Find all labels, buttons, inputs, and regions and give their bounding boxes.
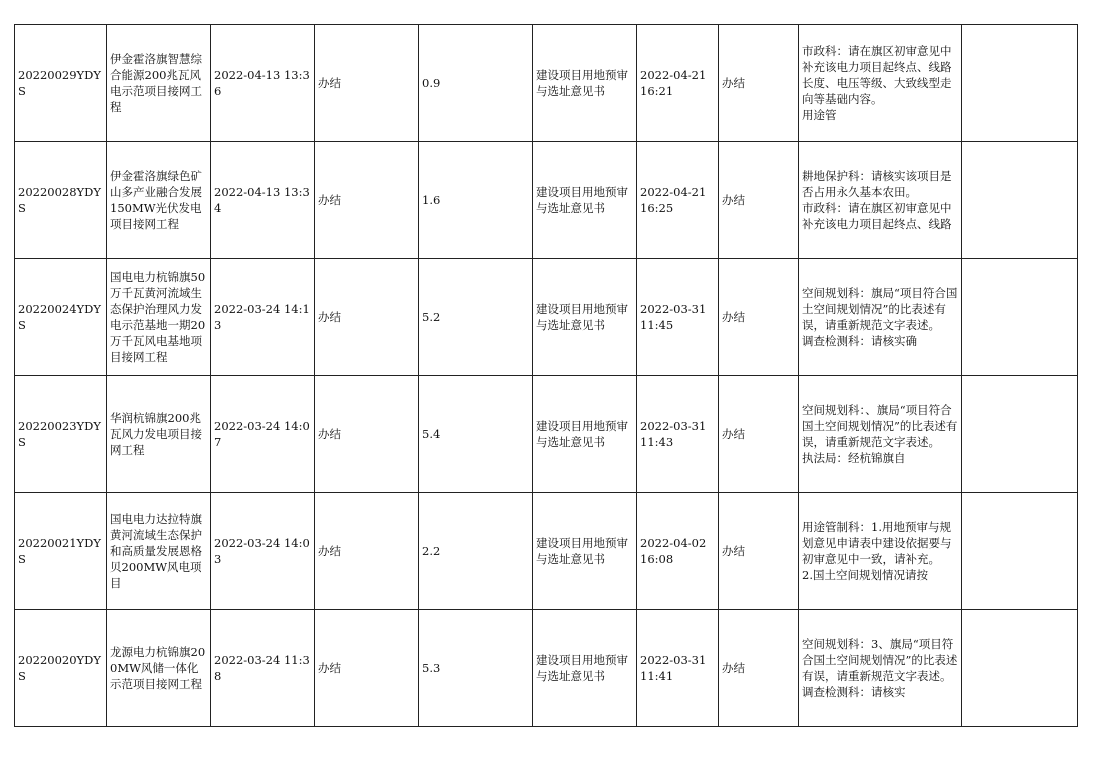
project-name: 伊金霍洛旗绿色矿山多产业融合发展150MW光伏发电项目接网工程: [107, 142, 211, 259]
completed-time: 2022-03-31 11:41: [637, 610, 719, 727]
approval-item: 建设项目用地预审与选址意见书: [533, 376, 637, 493]
table-row: [15, 493, 1078, 610]
completed-time: 2022-03-31 11:43: [637, 376, 719, 493]
result-status: 办结: [719, 493, 799, 610]
submitted-time: 2022-03-24 14:03: [211, 493, 315, 610]
extra-cell: [962, 493, 1078, 610]
submitted-time: 2022-04-13 13:36: [211, 25, 315, 142]
table-row: [15, 376, 1078, 493]
review-remarks: 市政科：请在旗区初审意见中补充该电力项目起终点、线路长度、电压等级、大致线型走向等基础内容。 用途管: [799, 25, 962, 142]
application-id: 20220020YDYS: [15, 610, 107, 727]
approval-item: 建设项目用地预审与选址意见书: [533, 142, 637, 259]
submitted-time: 2022-03-24 14:13: [211, 259, 315, 376]
land-area: 0.9: [419, 25, 533, 142]
extra-cell: [962, 610, 1078, 727]
review-remarks: 耕地保护科：请核实该项目是否占用永久基本农田。 市政科：请在旗区初审意见中补充该电力项目起终点、线路: [799, 142, 962, 259]
land-area: 2.2: [419, 493, 533, 610]
process-status: 办结: [315, 142, 419, 259]
approval-item: 建设项目用地预审与选址意见书: [533, 25, 637, 142]
land-area: 5.3: [419, 610, 533, 727]
application-id: 20220024YDYS: [15, 259, 107, 376]
review-remarks: 空间规划科：3、旗局“项目符合国土空间规划情况”的比表述有误，请重新规范文字表述。 调查检测科：请核实: [799, 610, 962, 727]
submitted-time: 2022-03-24 11:38: [211, 610, 315, 727]
extra-cell: [962, 142, 1078, 259]
table-row: [15, 142, 1078, 259]
completed-time: 2022-04-02 16:08: [637, 493, 719, 610]
project-name: 伊金霍洛旗智慧综合能源200兆瓦风电示范项目接网工程: [107, 25, 211, 142]
table-body: [15, 25, 1078, 727]
result-status: 办结: [719, 376, 799, 493]
process-status: 办结: [315, 25, 419, 142]
project-name: 国电电力杭锦旗50万千瓦黄河流域生态保护治理风力发电示范基地一期20万千瓦风电基地项目接网工程: [107, 259, 211, 376]
approval-item: 建设项目用地预审与选址意见书: [533, 259, 637, 376]
table-row: [15, 25, 1078, 142]
result-status: 办结: [719, 259, 799, 376]
completed-time: 2022-04-21 16:25: [637, 142, 719, 259]
approval-item: 建设项目用地预审与选址意见书: [533, 610, 637, 727]
project-name: 国电电力达拉特旗黄河流域生态保护和高质量发展恩格贝200MW风电项目: [107, 493, 211, 610]
review-remarks: 空间规划科：旗局“项目符合国土空间规划情况”的比表述有误，请重新规范文字表述。 调查检测科：请核实确: [799, 259, 962, 376]
project-name: 龙源电力杭锦旗200MW风储一体化示范项目接网工程: [107, 610, 211, 727]
land-area: 5.2: [419, 259, 533, 376]
records-table: [14, 24, 1078, 727]
application-id: 20220023YDYS: [15, 376, 107, 493]
project-name: 华润杭锦旗200兆瓦风力发电项目接网工程: [107, 376, 211, 493]
approval-item: 建设项目用地预审与选址意见书: [533, 493, 637, 610]
process-status: 办结: [315, 493, 419, 610]
result-status: 办结: [719, 610, 799, 727]
review-remarks: 空间规划科：、旗局“项目符合国土空间规划情况”的比表述有误，请重新规范文字表述。 执法局：经杭锦旗自: [799, 376, 962, 493]
process-status: 办结: [315, 610, 419, 727]
completed-time: 2022-04-21 16:21: [637, 25, 719, 142]
extra-cell: [962, 25, 1078, 142]
land-area: 5.4: [419, 376, 533, 493]
process-status: 办结: [315, 376, 419, 493]
submitted-time: 2022-03-24 14:07: [211, 376, 315, 493]
table-row: [15, 259, 1078, 376]
process-status: 办结: [315, 259, 419, 376]
application-id: 20220028YDYS: [15, 142, 107, 259]
extra-cell: [962, 376, 1078, 493]
application-id: 20220029YDYS: [15, 25, 107, 142]
extra-cell: [962, 259, 1078, 376]
table-row: [15, 610, 1078, 727]
review-remarks: 用途管制科：1.用地预审与规划意见申请表中建设依据要与初审意见中一致，请补充。 2.国土空间规划情况请按: [799, 493, 962, 610]
submitted-time: 2022-04-13 13:34: [211, 142, 315, 259]
land-area: 1.6: [419, 142, 533, 259]
result-status: 办结: [719, 25, 799, 142]
application-id: 20220021YDYS: [15, 493, 107, 610]
result-status: 办结: [719, 142, 799, 259]
completed-time: 2022-03-31 11:45: [637, 259, 719, 376]
